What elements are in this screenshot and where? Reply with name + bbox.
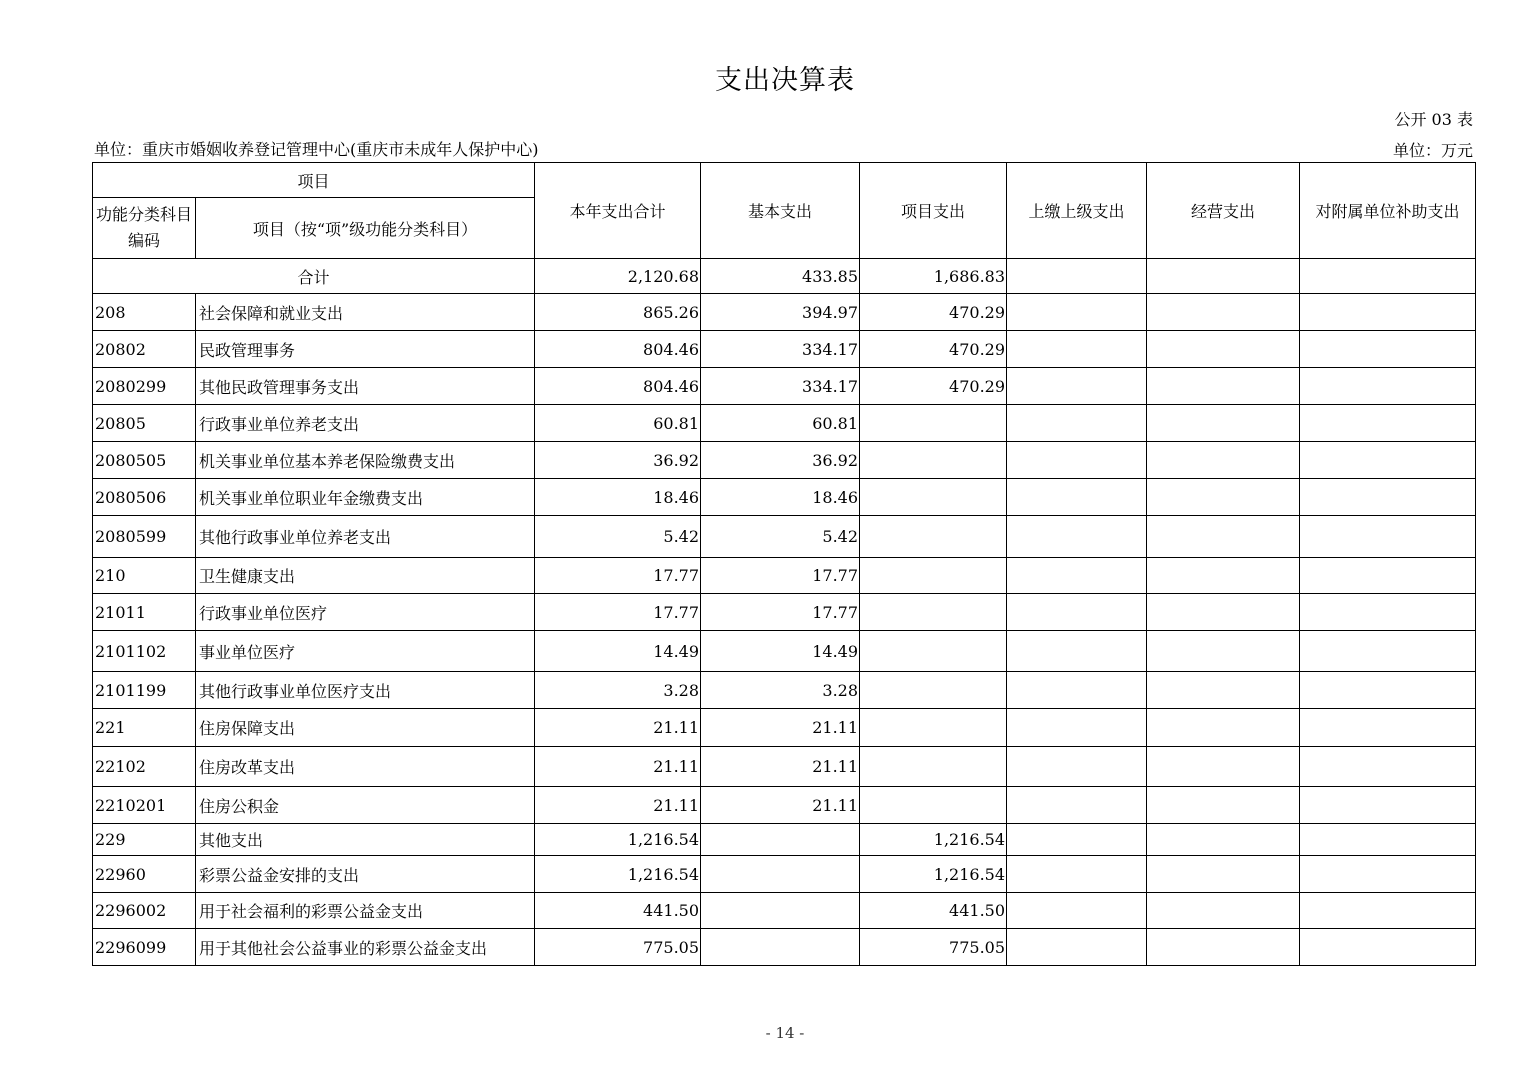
row-business [1147, 747, 1300, 787]
row-business [1147, 558, 1300, 594]
row-subsidy [1300, 856, 1476, 893]
row-basic: 21.11 [701, 787, 860, 824]
row-code: 2210201 [93, 787, 196, 824]
summary-label: 合计 [93, 259, 535, 294]
row-subsidy [1300, 479, 1476, 516]
row-business [1147, 331, 1300, 368]
table-row [93, 479, 1476, 516]
row-total: 865.26 [535, 294, 701, 331]
row-basic [701, 893, 860, 929]
row-name: 住房保障支出 [196, 709, 535, 747]
row-upper [1007, 824, 1147, 856]
row-basic: 334.17 [701, 368, 860, 405]
row-upper [1007, 405, 1147, 442]
row-code: 2080506 [93, 479, 196, 516]
row-business [1147, 368, 1300, 405]
table-row [93, 516, 1476, 558]
row-subsidy [1300, 747, 1476, 787]
row-name: 社会保障和就业支出 [196, 294, 535, 331]
row-subsidy [1300, 442, 1476, 479]
row-business [1147, 594, 1300, 631]
row-name: 卫生健康支出 [196, 558, 535, 594]
header-code: 功能分类科目编码 [93, 198, 196, 259]
row-upper [1007, 516, 1147, 558]
row-upper [1007, 672, 1147, 709]
row-code: 2080599 [93, 516, 196, 558]
row-upper [1007, 479, 1147, 516]
row-project [860, 709, 1007, 747]
header-name: 项目（按“项”级功能分类科目） [196, 198, 535, 259]
row-total: 21.11 [535, 747, 701, 787]
row-upper [1007, 787, 1147, 824]
row-project: 470.29 [860, 368, 1007, 405]
row-name: 机关事业单位基本养老保险缴费支出 [196, 442, 535, 479]
row-name: 其他行政事业单位养老支出 [196, 516, 535, 558]
table-row [93, 631, 1476, 672]
table-row [93, 893, 1476, 929]
row-code: 20802 [93, 331, 196, 368]
row-name: 住房改革支出 [196, 747, 535, 787]
summary-subsidy [1300, 259, 1476, 294]
row-basic: 17.77 [701, 594, 860, 631]
row-business [1147, 893, 1300, 929]
row-code: 2101102 [93, 631, 196, 672]
row-subsidy [1300, 331, 1476, 368]
table-row [93, 824, 1476, 856]
row-code: 2296099 [93, 929, 196, 966]
row-upper [1007, 631, 1147, 672]
row-business [1147, 709, 1300, 747]
summary-basic: 433.85 [701, 259, 860, 294]
page-title: 支出决算表 [715, 65, 855, 96]
header-upper-remittance: 上缴上级支出 [1007, 163, 1147, 259]
row-total: 18.46 [535, 479, 701, 516]
table-row [93, 294, 1476, 331]
row-subsidy [1300, 594, 1476, 631]
row-subsidy [1300, 709, 1476, 747]
row-basic: 5.42 [701, 516, 860, 558]
summary-project: 1,686.83 [860, 259, 1007, 294]
row-subsidy [1300, 558, 1476, 594]
row-subsidy [1300, 405, 1476, 442]
row-basic [701, 824, 860, 856]
expenditure-table [92, 162, 1476, 966]
row-name: 机关事业单位职业年金缴费支出 [196, 479, 535, 516]
row-upper [1007, 294, 1147, 331]
row-upper [1007, 331, 1147, 368]
row-upper [1007, 442, 1147, 479]
row-name: 住房公积金 [196, 787, 535, 824]
table-row [93, 442, 1476, 479]
row-basic: 21.11 [701, 747, 860, 787]
row-name: 事业单位医疗 [196, 631, 535, 672]
row-business [1147, 516, 1300, 558]
row-project: 441.50 [860, 893, 1007, 929]
row-business [1147, 631, 1300, 672]
row-basic [701, 856, 860, 893]
row-total: 775.05 [535, 929, 701, 966]
table-row [93, 856, 1476, 893]
row-business [1147, 672, 1300, 709]
summary-total: 2,120.68 [535, 259, 701, 294]
row-code: 2101199 [93, 672, 196, 709]
header-basic: 基本支出 [701, 163, 860, 259]
row-total: 1,216.54 [535, 856, 701, 893]
row-subsidy [1300, 787, 1476, 824]
table-row [93, 368, 1476, 405]
row-total: 1,216.54 [535, 824, 701, 856]
row-name: 用于社会福利的彩票公益金支出 [196, 893, 535, 929]
row-subsidy [1300, 631, 1476, 672]
row-project [860, 787, 1007, 824]
row-project: 470.29 [860, 294, 1007, 331]
row-name: 其他支出 [196, 824, 535, 856]
row-basic: 21.11 [701, 709, 860, 747]
table-row [93, 331, 1476, 368]
row-upper [1007, 558, 1147, 594]
row-name: 其他行政事业单位医疗支出 [196, 672, 535, 709]
row-total: 5.42 [535, 516, 701, 558]
row-project [860, 594, 1007, 631]
row-project [860, 747, 1007, 787]
row-project: 1,216.54 [860, 856, 1007, 893]
row-code: 21011 [93, 594, 196, 631]
row-basic: 36.92 [701, 442, 860, 479]
row-business [1147, 856, 1300, 893]
table-row [93, 929, 1476, 966]
row-total: 21.11 [535, 787, 701, 824]
row-total: 17.77 [535, 558, 701, 594]
row-total: 3.28 [535, 672, 701, 709]
row-basic: 14.49 [701, 631, 860, 672]
row-code: 210 [93, 558, 196, 594]
row-name: 用于其他社会公益事业的彩票公益金支出 [196, 929, 535, 966]
row-subsidy [1300, 368, 1476, 405]
header-project: 项目 [93, 163, 535, 198]
row-project [860, 516, 1007, 558]
row-business [1147, 294, 1300, 331]
row-total: 60.81 [535, 405, 701, 442]
row-basic: 3.28 [701, 672, 860, 709]
row-basic: 18.46 [701, 479, 860, 516]
header-total: 本年支出合计 [535, 163, 701, 259]
row-upper [1007, 929, 1147, 966]
row-upper [1007, 368, 1147, 405]
row-business [1147, 787, 1300, 824]
row-upper [1007, 709, 1147, 747]
row-upper [1007, 747, 1147, 787]
page-number: - 14 - [765, 1024, 805, 1042]
row-code: 221 [93, 709, 196, 747]
row-project [860, 558, 1007, 594]
row-project: 775.05 [860, 929, 1007, 966]
header-subsidy: 对附属单位补助支出 [1300, 163, 1476, 259]
table-row [93, 672, 1476, 709]
row-business [1147, 824, 1300, 856]
table-row [93, 405, 1476, 442]
row-project [860, 631, 1007, 672]
row-name: 彩票公益金安排的支出 [196, 856, 535, 893]
row-total: 17.77 [535, 594, 701, 631]
row-basic [701, 929, 860, 966]
row-subsidy [1300, 824, 1476, 856]
row-upper [1007, 893, 1147, 929]
row-total: 14.49 [535, 631, 701, 672]
row-code: 229 [93, 824, 196, 856]
form-number: 公开 03 表 [1394, 110, 1473, 129]
row-basic: 334.17 [701, 331, 860, 368]
row-project: 470.29 [860, 331, 1007, 368]
row-name: 民政管理事务 [196, 331, 535, 368]
row-business [1147, 405, 1300, 442]
row-total: 36.92 [535, 442, 701, 479]
row-subsidy [1300, 929, 1476, 966]
summary-row [93, 259, 1476, 294]
row-business [1147, 442, 1300, 479]
row-subsidy [1300, 516, 1476, 558]
row-code: 2080505 [93, 442, 196, 479]
reporting-unit: 单位：重庆市婚姻收养登记管理中心(重庆市未成年人保护中心) [94, 140, 539, 159]
row-code: 208 [93, 294, 196, 331]
row-total: 804.46 [535, 331, 701, 368]
row-basic: 17.77 [701, 558, 860, 594]
row-basic: 394.97 [701, 294, 860, 331]
row-upper [1007, 856, 1147, 893]
row-name: 行政事业单位医疗 [196, 594, 535, 631]
row-project [860, 405, 1007, 442]
row-project [860, 442, 1007, 479]
summary-upper [1007, 259, 1147, 294]
table-row [93, 558, 1476, 594]
row-upper [1007, 594, 1147, 631]
row-total: 804.46 [535, 368, 701, 405]
row-code: 22960 [93, 856, 196, 893]
row-business [1147, 929, 1300, 966]
summary-business [1147, 259, 1300, 294]
table-row [93, 747, 1476, 787]
row-business [1147, 479, 1300, 516]
row-code: 20805 [93, 405, 196, 442]
header-business: 经营支出 [1147, 163, 1300, 259]
table-row [93, 594, 1476, 631]
row-code: 22102 [93, 747, 196, 787]
row-total: 21.11 [535, 709, 701, 747]
row-name: 行政事业单位养老支出 [196, 405, 535, 442]
row-subsidy [1300, 294, 1476, 331]
row-subsidy [1300, 893, 1476, 929]
row-subsidy [1300, 672, 1476, 709]
row-code: 2296002 [93, 893, 196, 929]
header-project-expenditure: 项目支出 [860, 163, 1007, 259]
row-total: 441.50 [535, 893, 701, 929]
table-row [93, 787, 1476, 824]
row-basic: 60.81 [701, 405, 860, 442]
currency-unit: 单位：万元 [1392, 141, 1473, 160]
row-code: 2080299 [93, 368, 196, 405]
table-row [93, 709, 1476, 747]
row-project [860, 672, 1007, 709]
row-name: 其他民政管理事务支出 [196, 368, 535, 405]
row-project [860, 479, 1007, 516]
row-project: 1,216.54 [860, 824, 1007, 856]
